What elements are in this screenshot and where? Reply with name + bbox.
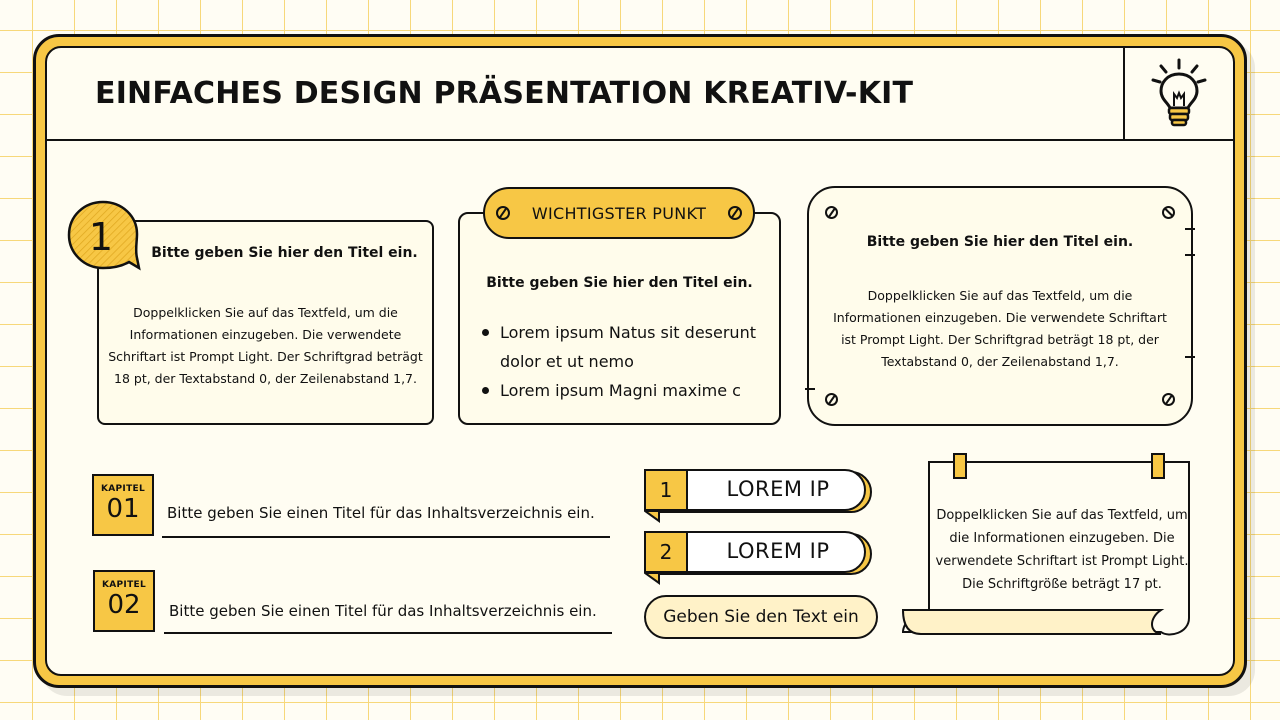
chapter-number: 02 <box>107 590 141 620</box>
card-title[interactable]: Bitte geben Sie hier den Titel ein. <box>486 275 753 291</box>
tab-fold <box>644 511 660 523</box>
page-title: EINFACHES DESIGN PRÄSENTATION KREATIV-KIT <box>95 76 914 111</box>
card-body[interactable]: Doppelklicken Sie auf das Textfeld, um die Informationen einzugeben. Die verwendete Schriftart ist Prompt Light. Der Schriftgrad beträgt 18 pt, der Textabstand 0, der Zeilenabstand 1,7. <box>833 288 1167 369</box>
slide-canvas <box>45 46 1235 676</box>
key-point-pill <box>483 187 755 239</box>
lightbulb-icon <box>1149 58 1209 130</box>
screw-icon <box>1162 206 1175 219</box>
chapter-underline <box>162 536 610 538</box>
list-item[interactable]: Lorem ipsum Magni maxime c <box>482 376 769 405</box>
tab-label: LOREM IP <box>726 539 830 563</box>
pill-label: WICHTIGSTER PUNKT <box>531 203 707 223</box>
edge-tick <box>805 388 815 390</box>
screw-icon <box>728 206 742 220</box>
edge-tick <box>1185 228 1195 230</box>
list-item[interactable]: Lorem ipsum Natus sit deserunt dolor et ut nemo <box>482 318 769 376</box>
card-body[interactable]: Doppelklicken Sie auf das Textfeld, um die Informationen einzugeben. Die verwendete Schriftart ist Prompt Light. Der Schriftgrad beträgt 18 pt, der Textabstand 0, der Zeilenabstand 1,7. <box>108 305 423 386</box>
tab-fold <box>644 573 660 585</box>
chapter-kicker: KAPITEL <box>101 580 146 590</box>
chapter-kicker: KAPITEL <box>100 484 145 494</box>
chapter-title[interactable]: Bitte geben Sie einen Titel für das Inhaltsverzeichnis ein. <box>169 602 597 620</box>
numbered-tab-1[interactable] <box>644 469 872 513</box>
info-card-3 <box>807 186 1193 426</box>
tab-number: 2 <box>644 531 688 573</box>
header-bar <box>47 48 1233 141</box>
text-input-pill[interactable]: Geben Sie den Text ein <box>644 595 878 639</box>
slide-frame <box>33 34 1247 688</box>
screw-icon <box>825 206 838 219</box>
tab-label: LOREM IP <box>726 477 830 501</box>
bullet-list <box>482 318 769 405</box>
numbered-tab-2[interactable] <box>644 531 872 575</box>
tab-number: 1 <box>644 469 688 511</box>
card-title[interactable]: Bitte geben Sie hier den Titel ein. <box>151 245 418 261</box>
card-title[interactable]: Bitte geben Sie hier den Titel ein. <box>866 234 1134 250</box>
chapter-title[interactable]: Bitte geben Sie einen Titel für das Inhaltsverzeichnis ein. <box>167 504 595 522</box>
number-badge-1 <box>67 200 147 280</box>
chapter-badge-02 <box>93 570 155 632</box>
info-card-2 <box>458 212 781 425</box>
badge-number: 1 <box>88 215 114 259</box>
chapter-badge-01 <box>92 474 154 536</box>
lightbulb-box <box>1123 48 1233 141</box>
edge-tick <box>1185 254 1195 256</box>
screw-icon <box>825 393 838 406</box>
chapter-underline <box>164 632 612 634</box>
chapter-number: 01 <box>106 494 140 524</box>
screw-icon <box>1162 393 1175 406</box>
note-body[interactable]: Doppelklicken Sie auf das Textfeld, um die Informationen einzugeben. Die verwendete Schriftart ist Prompt Light. Die Schriftgröße beträgt 17 pt. <box>935 508 1189 592</box>
screw-icon <box>496 206 510 220</box>
info-card-1 <box>97 220 434 425</box>
edge-tick <box>1185 356 1195 358</box>
